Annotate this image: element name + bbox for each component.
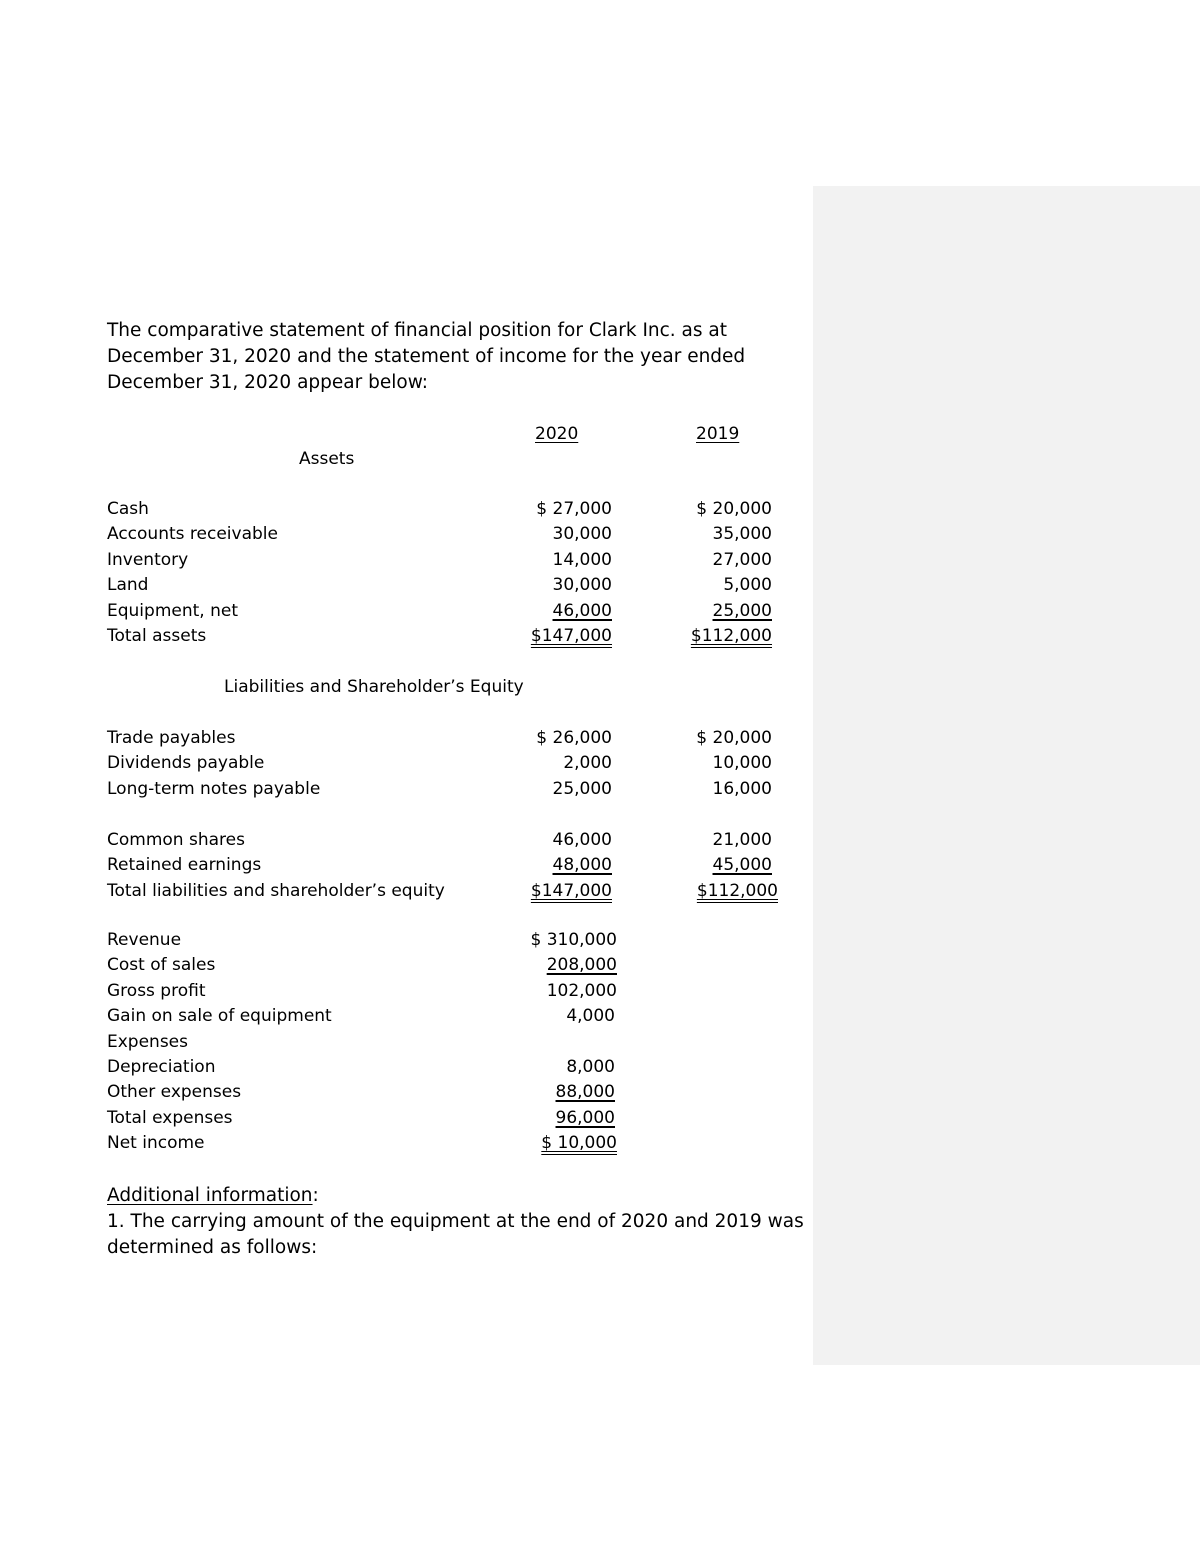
depreciation-value: 8,000 [566, 1057, 615, 1077]
row-label-equipment-net: Equipment, net [107, 601, 238, 621]
row-label-total-expenses: Total expenses [107, 1108, 233, 1128]
trade-payables-2020: $ 26,000 [536, 728, 612, 748]
dividends-payable-2019: 10,000 [712, 753, 772, 773]
row-label-accounts-receivable: Accounts receivable [107, 524, 278, 544]
gross-profit-value: 102,000 [546, 981, 617, 1001]
long-term-notes-2020: 25,000 [552, 779, 612, 799]
common-shares-2020: 46,000 [552, 830, 612, 850]
total-assets-2020: $147,000 [530, 626, 612, 646]
trade-payables-2019: $ 20,000 [696, 728, 772, 748]
equipment-net-2019: 25,000 [712, 601, 772, 621]
section-heading-assets: Assets [299, 449, 355, 469]
common-shares-2019: 21,000 [712, 830, 772, 850]
total-expenses-value: 96,000 [555, 1108, 615, 1128]
land-2019: 5,000 [723, 575, 772, 595]
additional-information [107, 1183, 807, 1261]
row-label-common-shares: Common shares [107, 830, 245, 850]
total-liabilities-equity-2019: $112,000 [696, 881, 778, 901]
accounts-receivable-2020: 30,000 [552, 524, 612, 544]
inventory-2019: 27,000 [712, 550, 772, 570]
retained-earnings-2019: 45,000 [712, 855, 772, 875]
row-label-cash: Cash [107, 499, 149, 519]
row-label-total-assets: Total assets [107, 626, 207, 646]
row-label-expenses: Expenses [107, 1032, 188, 1052]
gain-on-sale-value: 4,000 [566, 1006, 615, 1026]
inventory-2020: 14,000 [552, 550, 612, 570]
cost-of-sales-value: 208,000 [546, 955, 617, 975]
row-label-dividends-payable: Dividends payable [107, 753, 265, 773]
row-label-inventory: Inventory [107, 550, 189, 570]
column-header-2019: 2019 [696, 424, 740, 444]
cash-2020: $ 27,000 [536, 499, 612, 519]
other-expenses-value: 88,000 [555, 1082, 615, 1102]
cash-2019: $ 20,000 [696, 499, 772, 519]
row-label-depreciation: Depreciation [107, 1057, 216, 1077]
comment-pane [813, 186, 1200, 1365]
additional-information-heading: Additional information [107, 1185, 313, 1206]
row-label-revenue: Revenue [107, 930, 182, 950]
intro-paragraph: The comparative statement of financial position for Clark Inc. as at December 31, 2020 and the statement of income for the year ended December 31, 2020 appear below: [107, 320, 746, 393]
row-label-gross-profit: Gross profit [107, 981, 206, 1001]
additional-information-item-1: 1. The carrying amount of the equipment at the end of 2020 and 2019 was determined as follows: [107, 1211, 804, 1258]
row-label-total-liabilities-equity: Total liabilities and shareholder’s equity [107, 881, 445, 901]
equipment-net-2020: 46,000 [552, 601, 612, 621]
row-label-cost-of-sales: Cost of sales [107, 955, 216, 975]
row-label-gain-on-sale: Gain on sale of equipment [107, 1006, 332, 1026]
row-label-other-expenses: Other expenses [107, 1082, 242, 1102]
accounts-receivable-2019: 35,000 [712, 524, 772, 544]
revenue-value: $ 310,000 [530, 930, 617, 950]
row-label-trade-payables: Trade payables [107, 728, 236, 748]
column-header-2020: 2020 [535, 424, 579, 444]
row-label-long-term-notes: Long-term notes payable [107, 779, 321, 799]
total-liabilities-equity-2020: $147,000 [530, 881, 612, 901]
additional-information-colon: : [312, 1185, 319, 1206]
retained-earnings-2020: 48,000 [552, 855, 612, 875]
long-term-notes-2019: 16,000 [712, 779, 772, 799]
total-assets-2019: $112,000 [690, 626, 772, 646]
section-heading-liabilities: Liabilities and Shareholder’s Equity [224, 677, 524, 697]
land-2020: 30,000 [552, 575, 612, 595]
row-label-net-income: Net income [107, 1133, 205, 1153]
net-income-value: $ 10,000 [541, 1133, 617, 1153]
dividends-payable-2020: 2,000 [563, 753, 612, 773]
row-label-land: Land [107, 575, 149, 595]
row-label-retained-earnings: Retained earnings [107, 855, 262, 875]
